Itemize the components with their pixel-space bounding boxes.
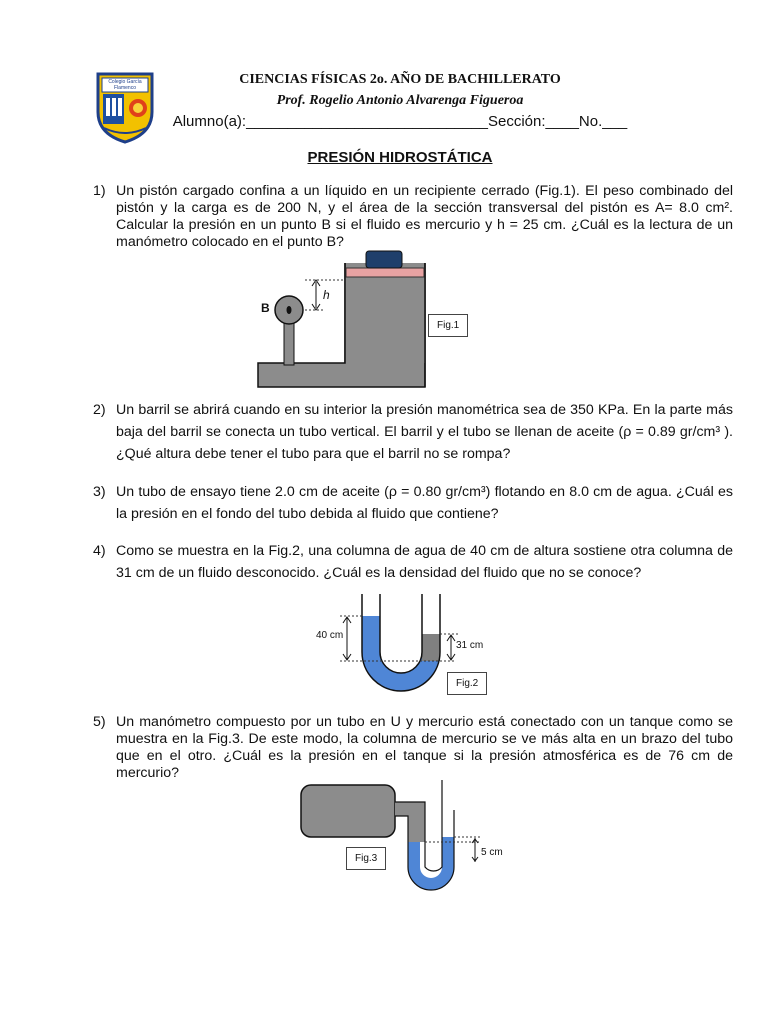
question-number: 2) xyxy=(93,402,106,418)
fig3-label: Fig.3 xyxy=(346,847,386,870)
question-text: Un manómetro compuesto por un tubo en U y mercurio está conectado con un tanque como se muestra en la Fig.3. De este modo, la columna de mercurio se ve más alta en un brazo del tubo que en el otro. ¿Cuál es la presión en el tanque si la presión atmosférica es de 76 cm de mercurio? xyxy=(116,714,733,781)
difference-label: 5 cm xyxy=(481,847,503,858)
question-number: 4) xyxy=(93,543,106,559)
student-info-line: Alumno(a):_____________________________Sección:____No.___ xyxy=(172,113,628,130)
question-number: 3) xyxy=(93,484,106,500)
fig1-label: Fig.1 xyxy=(428,314,468,337)
question-5 xyxy=(93,714,733,782)
course-heading: CIENCIAS FÍSICAS 2o. AÑO DE BACHILLERATO xyxy=(239,72,561,87)
point-b-label: B xyxy=(261,301,270,315)
unknown-fluid xyxy=(422,634,440,661)
question-number: 1) xyxy=(93,183,106,199)
teacher-name: Prof. Rogelio Antonio Alvarenga Figueroa xyxy=(276,93,524,108)
question-number: 5) xyxy=(93,714,106,730)
question-text: Un tubo de ensayo tiene 2.0 cm de aceite (ρ = 0.80 gr/cm³) flotando en 8.0 cm de agua. ¿Cuál es la presión en el fondo del tubo debida al fluido que contiene? xyxy=(116,484,733,522)
question-text: Como se muestra en la Fig.2, una columna de agua de 40 cm de altura sostiene otra columna de 31 cm de un fluido desconocido. ¿Cuál es la densidad del fluido que no se conoce? xyxy=(116,543,733,581)
question-text: Un barril se abrirá cuando en su interior la presión manométrica sea de 350 KPa. En la parte más baja del barril se conecta un tubo vertical. El barril y el tubo se llenan de aceite (ρ = 0.89 gr/cm³ ). ¿Qué altura debe tener el tubo para que el barril no se rompa? xyxy=(116,402,733,462)
figure-3 xyxy=(295,780,515,900)
question-4 xyxy=(93,540,733,584)
question-text: Un pistón cargado confina a un líquido en un recipiente cerrado (Fig.1). El peso combinado del pistón y la carga es de 200 N, y el área de la sección transversal del pistón es A= 8.0 cm². Calcular la presión en un punto B si el fluido es mercurio y h = 25 cm. ¿Cuál es la lectura de un manómetro colocado en el punto B? xyxy=(116,183,733,250)
piston xyxy=(346,268,424,277)
height-h-label: h xyxy=(323,288,330,302)
fig2-label: Fig.2 xyxy=(447,672,487,695)
page-title: PRESIÓN HIDROSTÁTICA xyxy=(307,149,493,166)
gas-tank xyxy=(301,785,395,837)
right-height-label: 31 cm xyxy=(456,640,484,651)
question-1 xyxy=(93,183,733,251)
logo-text: Colegio García Flamenco xyxy=(108,79,142,91)
left-height-label: 40 cm xyxy=(316,630,344,641)
question-2 xyxy=(93,399,733,465)
load-weight xyxy=(366,251,402,268)
question-3 xyxy=(93,481,733,525)
